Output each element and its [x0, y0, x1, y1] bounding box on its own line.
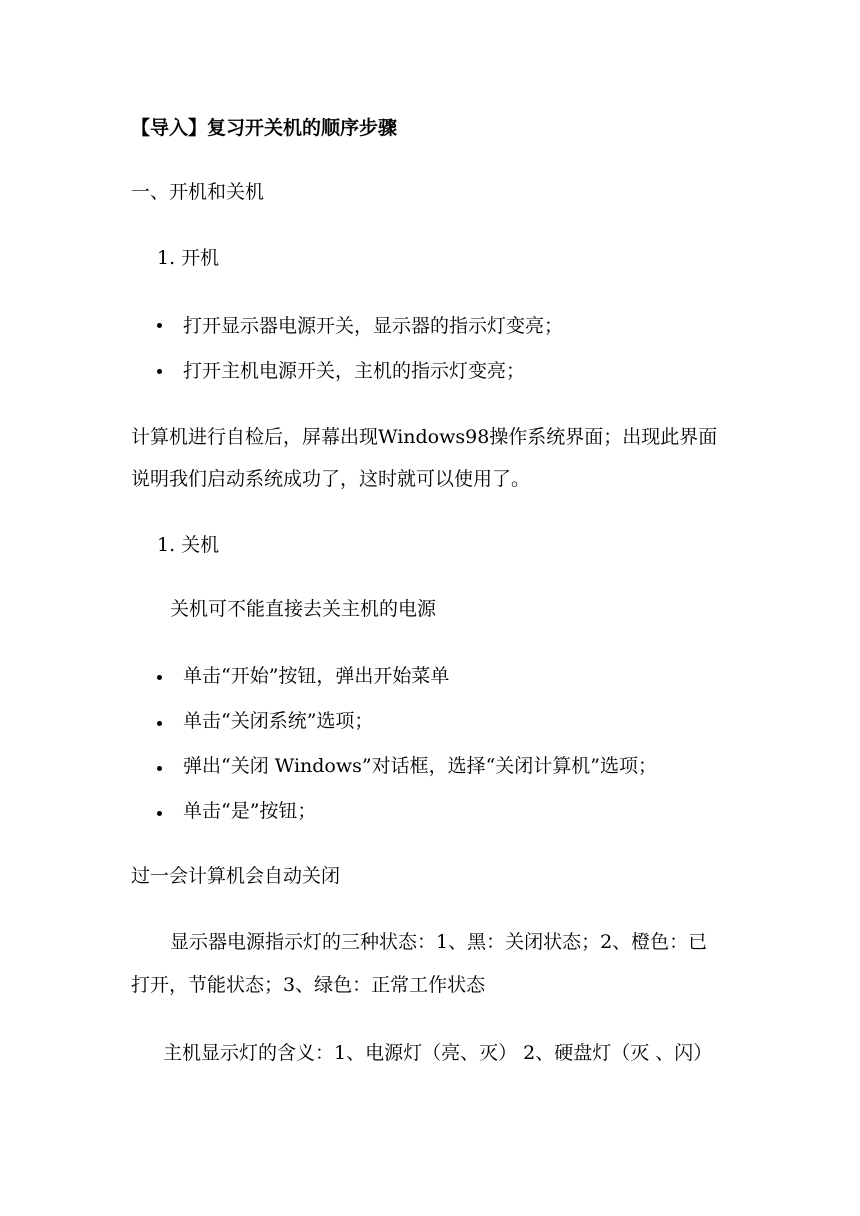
power-off-note: 关机可不能直接去关主机的电源 [170, 598, 437, 620]
bullet-icon [157, 721, 162, 726]
subsection-power-on: 1. 开机 [157, 247, 220, 269]
list-item-power-off-4: 单击“是”按钮； [183, 800, 317, 822]
selftest-paragraph-line-2: 说明我们启动系统成功了，这时就可以使用了。 [131, 468, 531, 490]
list-item-power-on-2: 打开主机电源开关，主机的指示灯变亮； [183, 360, 526, 382]
selftest-paragraph-line-1: 计算机进行自检后，屏幕出现Windows98操作系统界面；出现此界面 [131, 426, 718, 448]
monitor-states-line-2: 打开，节能状态；3、绿色：正常工作状态 [131, 974, 486, 996]
section-title: 一、开机和关机 [131, 181, 265, 203]
lesson-heading: 【导入】复习开关机的顺序步骤 [131, 117, 398, 139]
bullet-icon [157, 323, 162, 328]
bullet-icon [157, 675, 162, 680]
monitor-states-line-1: 显示器电源指示灯的三种状态：1、黑：关闭状态；2、橙色：已 [170, 931, 708, 953]
host-lights-paragraph: 主机显示灯的含义：1、电源灯（亮、灭） 2、硬盘灯（灭 、闪） [163, 1042, 713, 1064]
list-item-power-off-1: 单击“开始”按钮，弹出开始菜单 [183, 665, 450, 687]
bullet-icon [157, 766, 162, 771]
bullet-icon [157, 811, 162, 816]
bullet-icon [157, 369, 162, 374]
list-item-power-off-3: 弹出“关闭 Windows”对话框，选择“关闭计算机”选项； [183, 755, 658, 777]
list-item-power-on-1: 打开显示器电源开关，显示器的指示灯变亮； [183, 315, 564, 337]
subsection-power-off: 1. 关机 [157, 534, 220, 556]
list-item-power-off-2: 单击“关闭系统”选项； [183, 710, 374, 732]
auto-off-paragraph: 过一会计算机会自动关闭 [131, 865, 341, 887]
